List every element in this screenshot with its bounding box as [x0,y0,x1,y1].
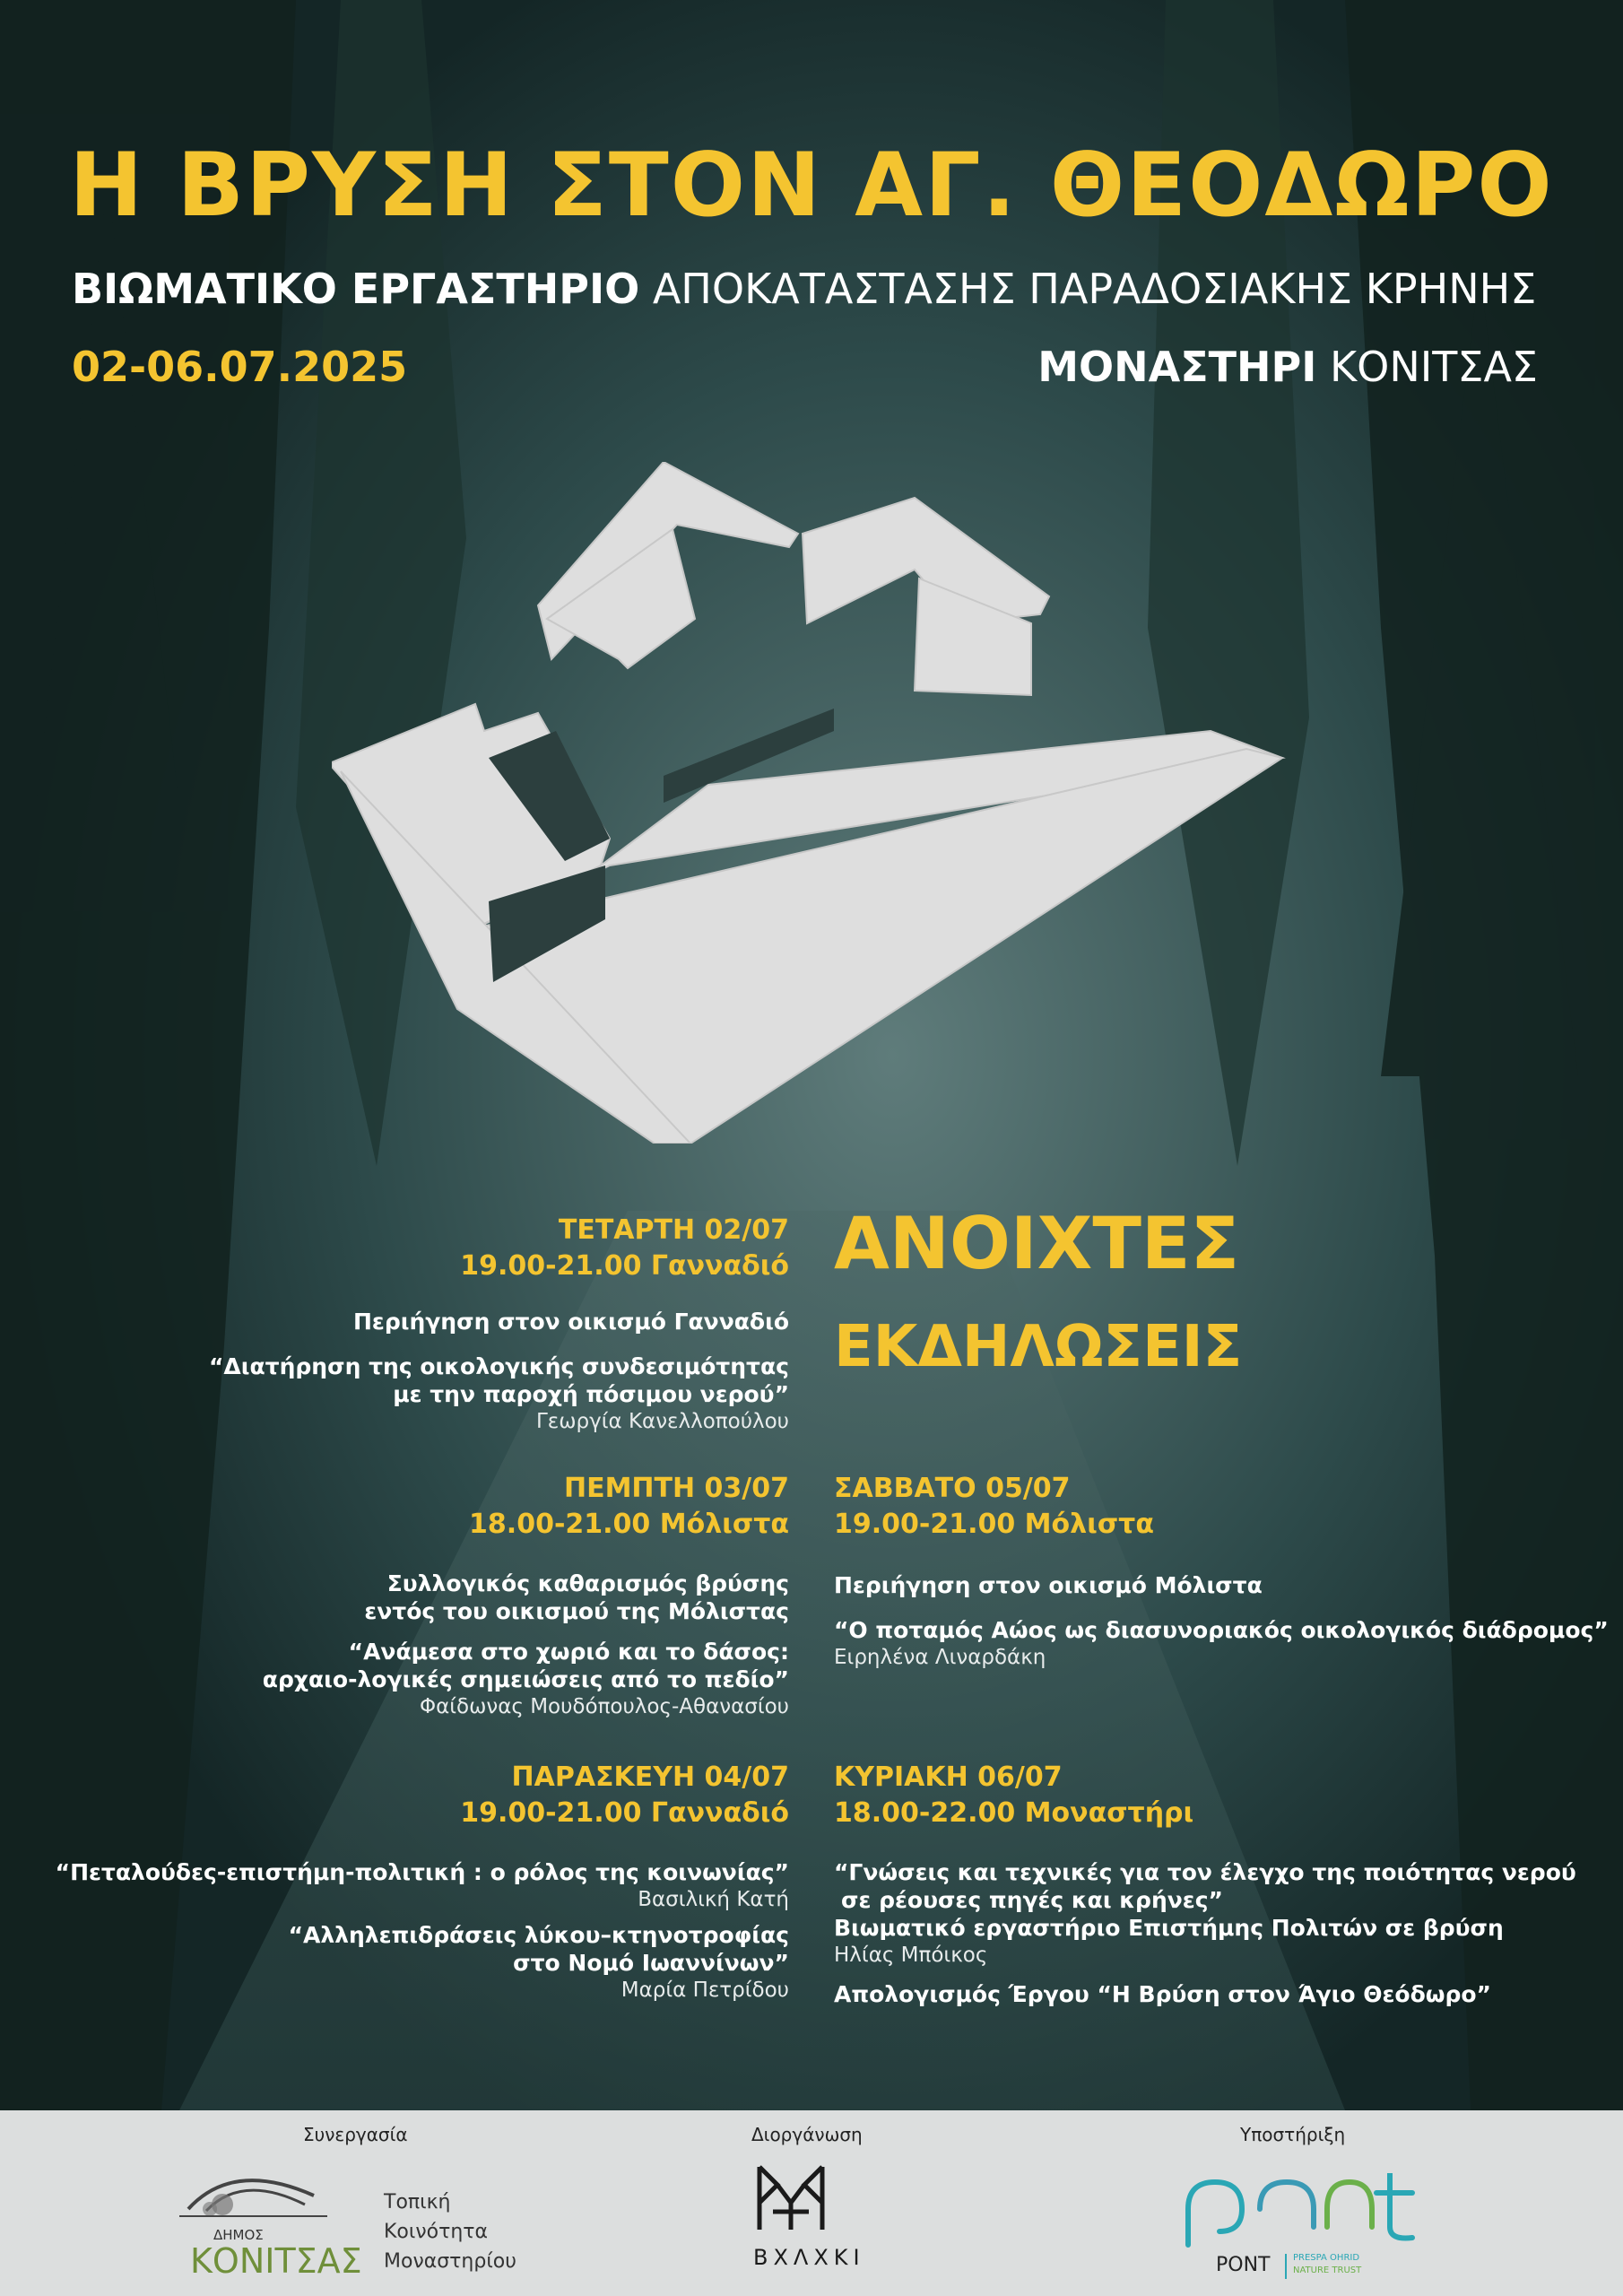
event-talk [834,1858,1576,1969]
day-friday [460,1760,789,1831]
talk-line: στο Νομό Ιωαννίνων” [513,1950,789,1976]
talk-line: σε ρέουσες πηγές και κρήνες” [841,1887,1223,1913]
workshop-line: Βιωματικό εργαστήριο Επιστήμης Πολιτών σε βρύση [834,1915,1504,1941]
closing-event: Απολογισμός Έργου “Η Βρύση στον Άγιο Θεόδωρο” [834,1981,1491,2007]
day-time: 19.00-21.00 Γανναδιό [460,1250,789,1282]
speaker: Φαίδωνας Μουδόπουλος-Αθανασίου [420,1695,789,1718]
event-item: Περιήγηση στον οικισμό Γανναδιό [353,1309,789,1335]
day-saturday [834,1471,1154,1543]
collab-label: Συνεργασία [303,2124,408,2145]
talk-line: “Γνώσεις και τεχνικές για τον έλεγχο της ποιότητας νερού [834,1859,1576,1885]
day-title: ΣΑΒΒΑΤΟ 05/07 [834,1473,1071,1504]
events-heading-line2: ΕΚΔΗΛΩΣΕΙΣ [834,1314,1243,1380]
poster-title: Η ΒΡΥΣΗ ΣΤΟΝ ΑΓ. ΘΕΟΔΩΡΟ [69,135,1554,237]
event-talk [263,1638,789,1720]
item-line: Συλλογικός καθαρισμός βρύσης [386,1570,789,1596]
dimos-konitsas-logo [179,2164,332,2227]
event-date: 02-06.07.2025 [72,343,408,391]
talk-line: “Ανάμεσα στο χωριό και το δάσος: [348,1639,789,1665]
event-item [364,1570,789,1625]
day-time: 19.00-21.00 Γανναδιό [460,1797,789,1829]
community-text [384,2187,516,2276]
community-line: Μοναστηρίου [384,2250,516,2273]
speaker: Ειρηλένα Λιναρδάκη [834,1646,1046,1669]
speaker: Μαρία Πετρίδου [621,1979,789,2002]
org-label: Διοργάνωση [751,2124,863,2145]
speaker: Ηλίας Μπόικος [834,1944,988,1967]
talk-line: “Πεταλούδες-επιστήμη-πολιτική : ο ρόλος της κοινωνίας” [55,1859,789,1885]
poster-subtitle [72,265,1538,313]
event-place [1037,343,1538,391]
dimos-small-text: ΔΗΜΟΣ [213,2227,264,2243]
pont-word: PONT [1216,2254,1271,2276]
fountain-model-illustration [332,462,1291,1144]
day-title: ΤΕΤΑΡΤΗ 02/07 [558,1214,789,1246]
talk-line: αρχαιο-λογικές σημειώσεις από το πεδίο” [262,1666,789,1692]
event-talk [289,1921,789,2004]
day-wednesday [460,1213,789,1284]
talk-line: “Αλληλεπιδράσεις λύκου–κτηνοτροφίας [288,1922,789,1948]
community-line: Κοινότητα [384,2221,489,2243]
day-time: 18.00-21.00 Μόλιστα [469,1509,789,1540]
day-thursday [469,1471,789,1543]
subtitle-bold: ΒΙΩΜΑΤΙΚΟ ΕΡΓΑΣΤΗΡΙΟ [72,265,640,313]
events-heading-line1: ΑΝΟΙΧΤΕΣ [834,1202,1240,1285]
talk-line: “Ο ποταμός Αώος ως διασυνοριακός οικολογικός διάδρομος” [834,1617,1609,1643]
pont-tagline [1293,2252,1361,2277]
subtitle-rest: ΑΠΟΚΑΤΑΣΤΑΣΗΣ ΠΑΡΑΔΟΣΙΑΚΗΣ ΚΡΗΝΗΣ [639,265,1537,313]
community-line: Τοπική [384,2191,451,2213]
pont-tag-line: PRESPA OHRID [1293,2253,1360,2263]
day-title: ΠΕΜΠΤΗ 03/07 [563,1473,789,1504]
event-talk [209,1352,789,1435]
place-bold: ΜΟΝΑΣΤΗΡΙ [1037,343,1317,391]
talk-line: με την παροχή πόσιμου νερού” [393,1381,789,1407]
dimos-big-text: ΚΟΝΙΤΣΑΣ [190,2241,362,2281]
place-rest: ΚΟΝΙΤΣΑΣ [1316,343,1538,391]
organizer-logo [755,2162,827,2234]
pont-tag-line: NATURE TRUST [1293,2266,1362,2275]
sponsors-footer [0,2110,1623,2296]
support-label: Υποστήριξη [1240,2124,1346,2145]
event-item: Περιήγηση στον οικισμό Μόλιστα [834,1572,1263,1598]
day-time: 19.00-21.00 Μόλιστα [834,1509,1154,1540]
day-title: ΚΥΡΙΑΚΗ 06/07 [834,1761,1063,1793]
event-talk [834,1616,1609,1671]
day-time: 18.00-22.00 Μοναστήρι [834,1797,1194,1829]
speaker: Γεωργία Κανελλοπούλου [535,1410,789,1433]
pont-divider [1285,2254,1287,2279]
talk-line: “Διατήρηση της οικολογικής συνδεσιμότητας [208,1353,789,1379]
day-title: ΠΑΡΑΣΚΕΥΗ 04/07 [511,1761,789,1793]
item-line: εντός του οικισμού της Μόλιστας [364,1598,789,1624]
speaker: Βασιλική Κατή [638,1888,789,1911]
day-sunday [834,1760,1193,1831]
event-talk [56,1858,789,1913]
pont-logo-mark [1184,2173,1417,2254]
organizer-logo-text: ΒΧΛΧΚΙ [753,2245,865,2270]
